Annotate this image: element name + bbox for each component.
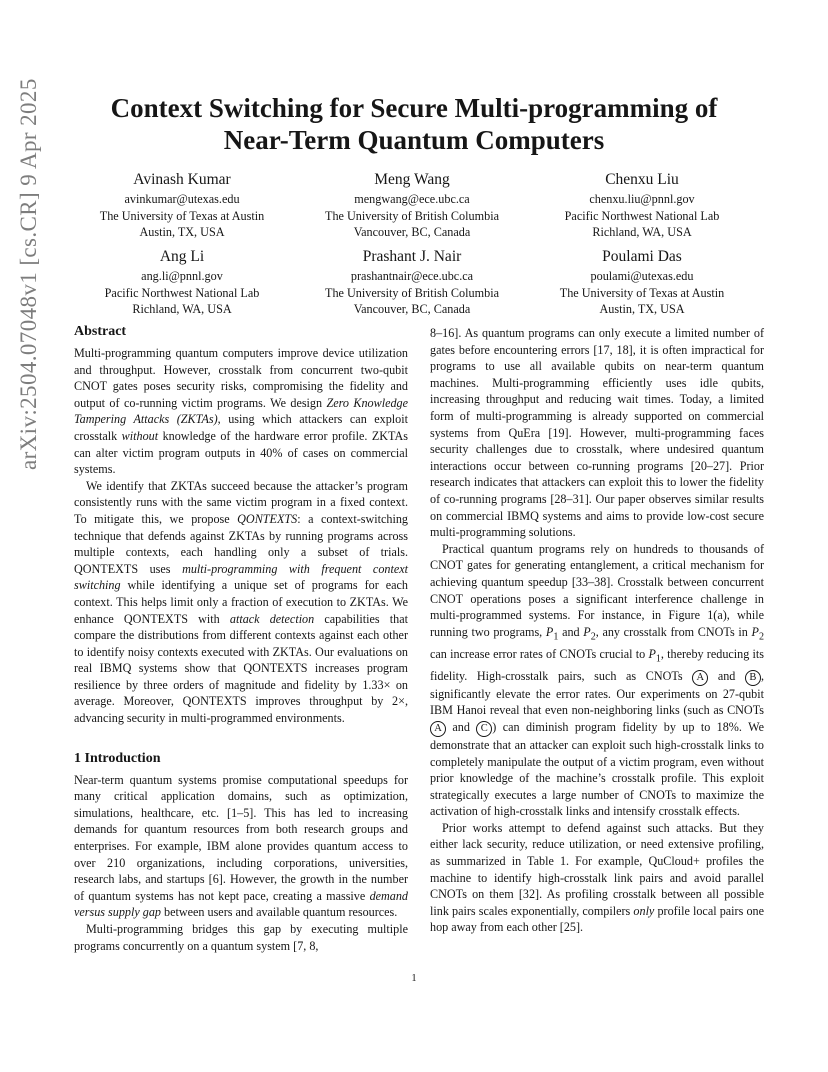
text-run: and: [446, 719, 477, 734]
author-2: [292, 170, 532, 241]
text-run: while identifying a unique set of programs for each context. This helps limit only a fraction of execution to ZKTAs. We enhance QONTEXTS with: [74, 578, 408, 626]
author-6: [522, 247, 762, 318]
author-affiliation: The University of British Columbia: [325, 208, 499, 223]
text-run: and: [708, 668, 745, 683]
program-p1: P: [648, 646, 656, 661]
text-run: Near-term quantum systems promise computational speedups for many critical application domains, such as optimization, simulations, healthcare, etc. [1–5]. This has led to increasing demands for quantum resources from both research groups and enterprises. For example, IBM alone provides quantum access to over 210 organizations, including corporations, universities, research labs, and startups [6]. However, the growth in the number of quantum systems has not kept pace, creating a massive: [74, 772, 408, 903]
text-run: profile local pairs one hop away from each other [25].: [430, 903, 764, 935]
text-run: can increase error rates of CNOTs crucial to: [430, 646, 649, 661]
emphasis: only: [633, 903, 655, 918]
circled-label-b: B: [745, 670, 761, 686]
emphasis: demand versus supply gap: [74, 888, 408, 920]
emphasis: QONTEXTS: [237, 511, 298, 526]
subscript: 1: [655, 653, 661, 665]
author-affiliation: Pacific Northwest National Lab: [564, 208, 720, 223]
author-email[interactable]: chenxu.liu@pnnl.gov: [589, 192, 695, 206]
text-run: , using which attackers can exploit crosstalk: [74, 412, 408, 443]
paper-title: [60, 92, 768, 156]
text-run: capabilities that compare the distributions from different contexts against each other to identify noisy contexts executed with ZKTAs. Our evaluations on real IBMQ systems show that QONTEXTS increases program resilience by three orders of magnitude and fidelity by 1.33× on average. Moreover, QONTEXTS improves throughput by 2×, advancing security in multi-programmed environments.: [74, 611, 408, 726]
author-name: Chenxu Liu: [605, 171, 679, 188]
author-affiliation: The University of Texas at Austin: [559, 285, 725, 300]
arxiv-identifier[interactable]: arXiv:2504.07048v1 [cs.CR] 9 Apr 2025: [16, 78, 41, 470]
text-run: , any crosstalk from CNOTs in: [595, 624, 752, 639]
author-affiliation: The University of Texas at Austin: [99, 208, 265, 223]
author-affiliation: Pacific Northwest National Lab: [104, 285, 260, 300]
author-location: Austin, TX, USA: [139, 225, 225, 239]
text-run: We identify that ZKTAs succeed because the attacker’s program consistently runs with the same victim program in a fixed context. To mitigate this, we propose: [74, 478, 408, 526]
author-5: [292, 247, 532, 318]
text-run: , significantly elevate the error rates. Our experiments on 27-qubit IBM Hanoi reveal that even non-neighboring links (such as CNOTs: [430, 668, 764, 718]
author-name: Poulami Das: [602, 248, 682, 265]
program-p2: P: [583, 624, 591, 639]
page-number: 1: [411, 973, 417, 984]
emphasis: attack detection: [229, 611, 315, 626]
author-location: Austin, TX, USA: [599, 302, 685, 316]
title-line-2: Near-Term Quantum Computers: [223, 125, 605, 155]
author-name: Prashant J. Nair: [362, 248, 462, 265]
abstract-paragraph-2: [74, 478, 408, 727]
circled-label-c: C: [476, 721, 492, 737]
author-name: Meng Wang: [374, 171, 450, 188]
intro-paragraph-1: [74, 772, 408, 921]
circled-label-a: A: [430, 721, 446, 737]
section-heading-introduction: 1 Introduction: [74, 750, 161, 766]
author-affiliation: The University of British Columbia: [325, 285, 499, 300]
subscript: 2: [758, 631, 764, 643]
author-email[interactable]: poulami@utexas.edu: [590, 269, 694, 283]
author-name: Ang Li: [159, 248, 205, 265]
program-p2: P: [751, 624, 759, 639]
body-paragraph-1: 8–16]. As quantum programs can only execute a limited number of gates before encountering errors [17, 18], it is often impractical for programs to use all available qubits on near-term quantum machines. Multi-programming efficiently uses idle qubits, increasing throughput and reducing wait times. Today, a limited form of multi-programming is already supported on commercial systems from QuEra [19]. However, multi-programming faces security challenges due to crosstalk, where undesired quantum interactions occur between co-running programs [20–27]. Prior research indicates that attackers can exploit this to lower the fidelity of co-running programs [28–31]. Our paper observes similar results on commercial IBMQ systems and aims to provide low-cost secure multi-programming solutions.: [430, 326, 764, 540]
author-location: Vancouver, BC, Canada: [353, 302, 471, 316]
author-location: Richland, WA, USA: [132, 302, 232, 316]
text-run: , thereby reducing its fidelity. High-crosstalk pairs, such as CNOTs: [430, 646, 764, 683]
author-3: [522, 170, 762, 241]
abstract-paragraph-1: [74, 345, 408, 478]
author-email[interactable]: mengwang@ece.ubc.ca: [354, 192, 470, 206]
author-location: Vancouver, BC, Canada: [353, 225, 471, 239]
text-run: Practical quantum programs rely on hundreds to thousands of CNOT gates for generating entanglement, a critical mechanism for achieving quantum speedup [33–38]. Crosstalk between concurrent CNOT operations poses a significant interference challenge in multi-programmed systems. For instance, in Figure 1(a), while running two programs,: [430, 541, 764, 639]
author-email[interactable]: avinkumar@utexas.edu: [124, 192, 240, 206]
author-name: Avinash Kumar: [133, 171, 231, 188]
abstract-heading: Abstract: [74, 324, 127, 339]
author-4: [62, 247, 302, 318]
circled-label-a: A: [692, 670, 708, 686]
author-1: [62, 170, 302, 241]
emphasis: Zero Knowledge Tampering Attacks (ZKTAs): [74, 395, 408, 427]
text-run: and: [558, 624, 584, 639]
text-run: between users and available quantum resources.: [161, 905, 398, 920]
intro-paragraph-2: Multi-programming bridges this gap by executing multiple programs concurrently on a quantum system [7, 8,: [74, 922, 408, 953]
subscript: 2: [590, 631, 596, 643]
author-email[interactable]: prashantnair@ece.ubc.ca: [350, 269, 474, 283]
right-column: [430, 325, 764, 936]
author-email[interactable]: ang.li@pnnl.gov: [141, 269, 223, 283]
emphasis: without: [121, 428, 159, 443]
subscript: 1: [553, 631, 559, 643]
text-run: knowledge of the hardware error profile. ZKTAs can alter victim program outputs in 40% of cases on commercial systems.: [74, 428, 408, 477]
text-run: ) can diminish program fidelity by up to 18%. We demonstrate that an attacker can exploit such high-crosstalk links to completely manipulate the output of a victim program, even without prior knowledge of the machine’s crosstalk profile. This exploit strategically executes a large number of CNOTs to maximize the activation of high-crosstalk links and intensify crosstalk effects.: [430, 719, 764, 819]
title-line-1: Context Switching for Secure Multi-programming of: [110, 93, 718, 123]
program-p1: P: [545, 624, 554, 639]
left-column: [74, 323, 408, 954]
text-run: : a context-switching technique that defends against ZKTAs by running programs across multiple contexts, each handling only a subset of trials. QONTEXTS uses: [74, 511, 408, 576]
body-paragraph-3: [430, 820, 764, 936]
emphasis: multi-programming with frequent context switching: [74, 561, 408, 593]
author-location: Richland, WA, USA: [592, 225, 692, 239]
text-run: Prior works attempt to defend against such attacks. But they either lack security, reduce utilization, or need extensive profiling, as summarized in Table 1. For example, QuCloud+ profiles the machine to identify high-crosstalk link pairs and avoid parallel CNOTs on them [32]. As profiling crosstalk between all possible link pairs scales exponentially, compilers: [430, 820, 764, 918]
body-paragraph-2: [430, 541, 764, 820]
text-run: Multi-programming quantum computers improve device utilization and throughput. However, crosstalk from concurrent two-qubit CNOT gates poses security risks, compromising the fidelity and output of co-running victim programs. We design: [74, 346, 408, 410]
